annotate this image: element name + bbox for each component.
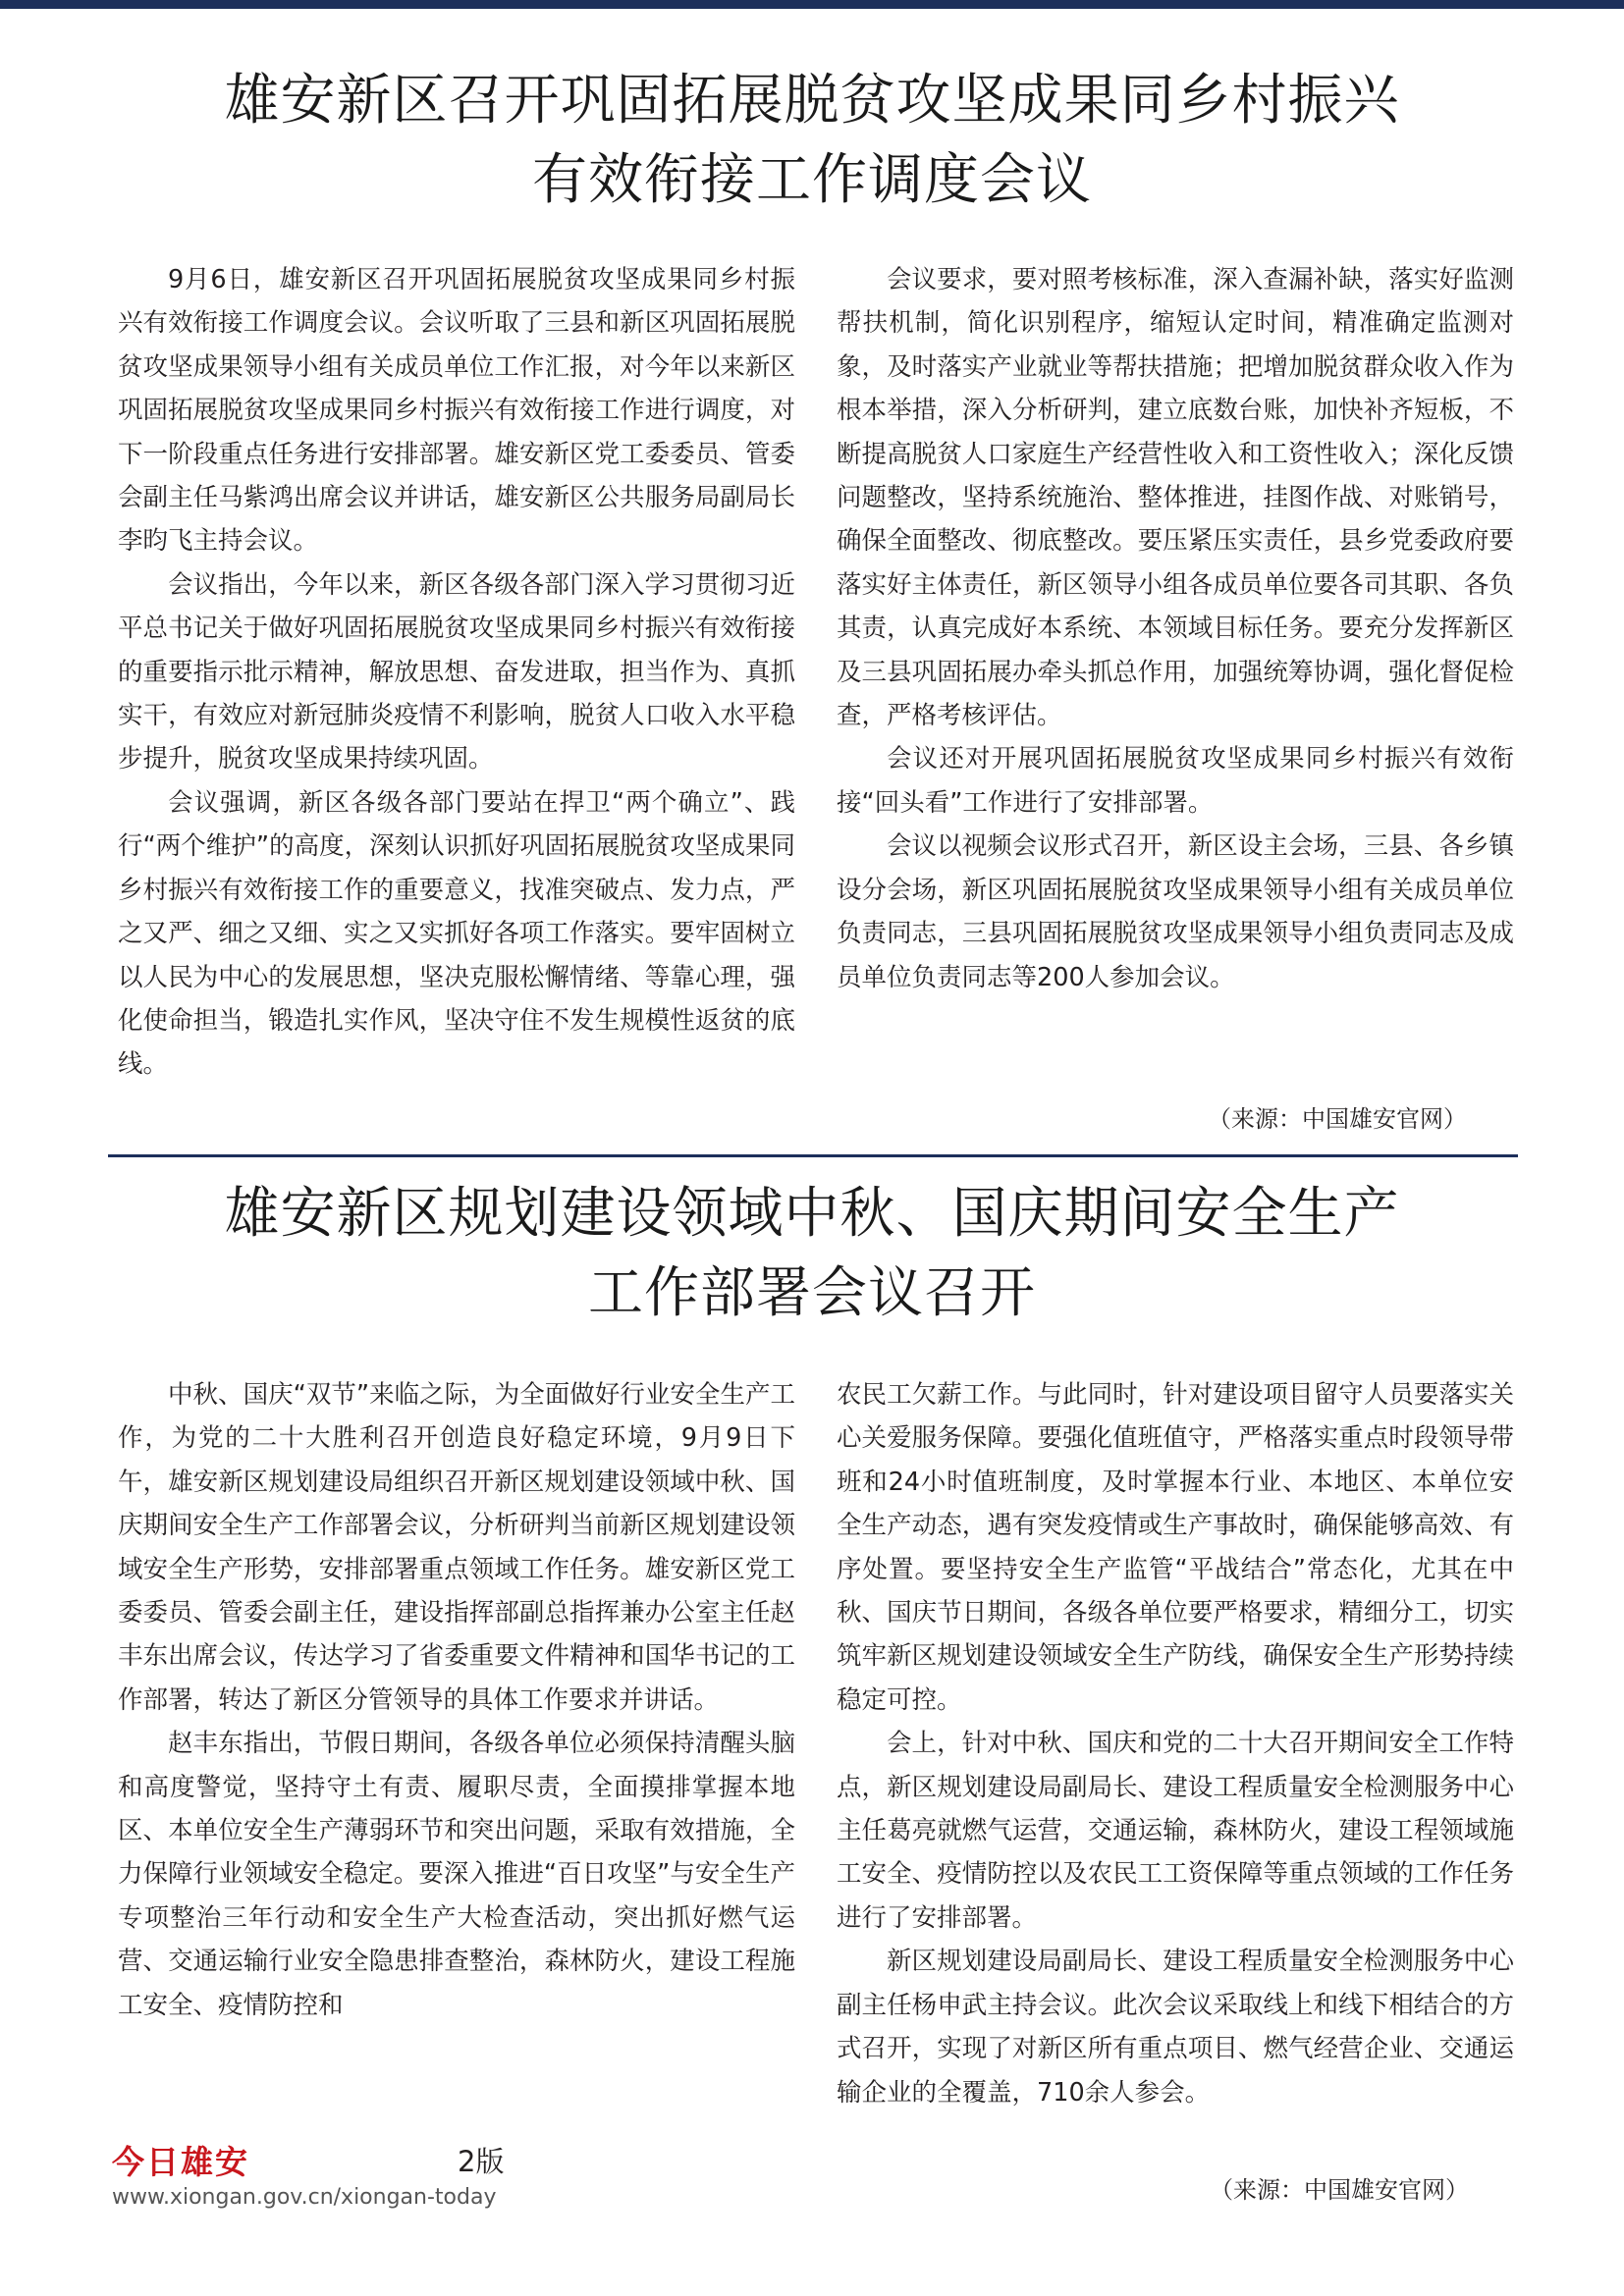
article-1-title-line-2: 有效衔接工作调度会议 — [532, 148, 1092, 212]
article-1-paragraph: 会议还对开展巩固拓展脱贫攻坚成果同乡村振兴有效衔接“回头看”工作进行了安排部署。 — [837, 744, 1514, 818]
article-1-right-column — [837, 258, 1514, 999]
article-1-source: （来源：中国雄安官网） — [1208, 1105, 1467, 1133]
article-2-title-line-2: 工作部署会议召开 — [588, 1261, 1036, 1325]
article-1-paragraph: 会议以视频会议形式召开，新区设主会场，三县、各乡镇设分会场，新区巩固拓展脱贫攻坚成果领导小组有关成员单位负责同志，三县巩固拓展脱贫攻坚成果领导小组负责同志及成员单位负责同志等200人参加会议。 — [837, 831, 1514, 992]
article-2-title-line-1: 雄安新区规划建设领域中秋、国庆期间安全生产 — [224, 1182, 1400, 1246]
article-1-paragraph: 会议强调，新区各级各部门要站在捍卫“两个确立”、践行“两个维护”的高度，深刻认识抓好巩固拓展脱贫攻坚成果同乡村振兴有效衔接工作的重要意义，找准突破点、发力点，严之又严、细之又细、实之又实抓好各项工作落实。要牢固树立以人民为中心的发展思想，坚决克服松懈情绪、等靠心理，强化使命担当，锻造扎实作风，坚决守住不发生规模性返贫的底线。 — [118, 787, 795, 1080]
article-2-paragraph: 新区规划建设局副局长、建设工程质量安全检测服务中心副主任杨申武主持会议。此次会议采取线上和线下相结合的方式召开，实现了对新区所有重点项目、燃气经营企业、交通运输企业的全覆盖，710余人参会。 — [837, 1947, 1514, 2108]
article-2-paragraph-continuation: 农民工欠薪工作。与此同时，针对建设项目留守人员要落实关心关爱服务保障。要强化值班值守，严格落实重点时段领导带班和24小时值班制度，及时掌握本行业、本地区、本单位安全生产动态，遇有突发疫情或生产事故时，确保能够高效、有序处置。要坚持安全生产监管“平战结合”常态化，尤其在中秋、国庆节日期间，各级各单位要严格要求，精细分工，切实筑牢新区规划建设领域安全生产防线，确保安全生产形势持续稳定可控。 — [837, 1380, 1514, 1715]
page-number: 2版 — [458, 2145, 505, 2178]
top-accent-bar — [0, 0, 1624, 9]
article-2-title — [88, 1174, 1536, 1333]
article-1-paragraph: 9月6日，雄安新区召开巩固拓展脱贫攻坚成果同乡村振兴有效衔接工作调度会议。会议听取了三县和新区巩固拓展脱贫攻坚成果领导小组有关成员单位工作汇报，对今年以来新区巩固拓展脱贫攻坚成果同乡村振兴有效衔接工作进行调度，对下一阶段重点任务进行安排部署。雄安新区党工委委员、管委会副主任马紫鸿出席会议并讲话，雄安新区公共服务局副局长李昀飞主持会议。 — [118, 265, 795, 557]
article-1-title-line-1: 雄安新区召开巩固拓展脱贫攻坚成果同乡村振兴 — [224, 69, 1400, 133]
article-2-paragraph: 会上，针对中秋、国庆和党的二十大召开期间安全工作特点，新区规划建设局副局长、建设工程质量安全检测服务中心主任葛亮就燃气运营，交通运输，森林防火，建设工程领域施工安全、疫情防控以及农民工工资保障等重点领域的工作任务进行了安排部署。 — [837, 1729, 1514, 1933]
article-1-title — [88, 61, 1536, 220]
article-divider — [108, 1154, 1518, 1157]
website-url: www.xiongan.gov.cn/xiongan-today — [112, 2185, 497, 2210]
publication-logo: 今日雄安 — [112, 2143, 249, 2181]
article-2-left-column — [118, 1373, 795, 2027]
article-1-paragraph: 会议指出，今年以来，新区各级各部门深入学习贯彻习近平总书记关于做好巩固拓展脱贫攻坚成果同乡村振兴有效衔接的重要指示批示精神，解放思想、奋发进取，担当作为、真抓实干，有效应对新冠肺炎疫情不利影响，脱贫人口收入水平稳步提升，脱贫攻坚成果持续巩固。 — [118, 569, 795, 774]
article-2-right-column — [837, 1373, 1514, 2114]
article-1-paragraph: 会议要求，要对照考核标准，深入查漏补缺，落实好监测帮扶机制，简化识别程序，缩短认定时间，精准确定监测对象，及时落实产业就业等帮扶措施；把增加脱贫群众收入作为根本举措，深入分析研判，建立底数台账，加快补齐短板，不断提高脱贫人口家庭生产经营性收入和工资性收入；深化反馈问题整改，坚持系统施治、整体推进，挂图作战、对账销号，确保全面整改、彻底整改。要压紧压实责任，县乡党委政府要落实好主体责任，新区领导小组各成员单位要各司其职、各负其责，认真完成好本系统、本领域目标任务。要充分发挥新区及三县巩固拓展办牵头抓总作用，加强统筹协调，强化督促检查，严格考核评估。 — [837, 265, 1514, 731]
article-2-source: （来源：中国雄安官网） — [1210, 2176, 1469, 2204]
article-2-paragraph: 中秋、国庆“双节”来临之际，为全面做好行业安全生产工作，为党的二十大胜利召开创造良好稳定环境，9月9日下午，雄安新区规划建设局组织召开新区规划建设领域中秋、国庆期间安全生产工作部署会议，分析研判当前新区规划建设领域安全生产形势，安排部署重点领域工作任务。雄安新区党工委委员、管委会副主任，建设指挥部副总指挥兼办公室主任赵丰东出席会议，传达学习了省委重要文件精神和国华书记的工作部署，转达了新区分管领导的具体工作要求并讲话。 — [118, 1380, 795, 1715]
article-2-paragraph: 赵丰东指出，节假日期间，各级各单位必须保持清醒头脑和高度警觉，坚持守土有责、履职尽责，全面摸排掌握本地区、本单位安全生产薄弱环节和突出问题，采取有效措施，全力保障行业领域安全稳定。要深入推进“百日攻坚”与安全生产专项整治三年行动和安全生产大检查活动，突出抓好燃气运营、交通运输行业安全隐患排查整治，森林防火，建设工程施工安全、疫情防控和 — [118, 1729, 795, 2020]
article-1-left-column — [118, 258, 795, 1087]
